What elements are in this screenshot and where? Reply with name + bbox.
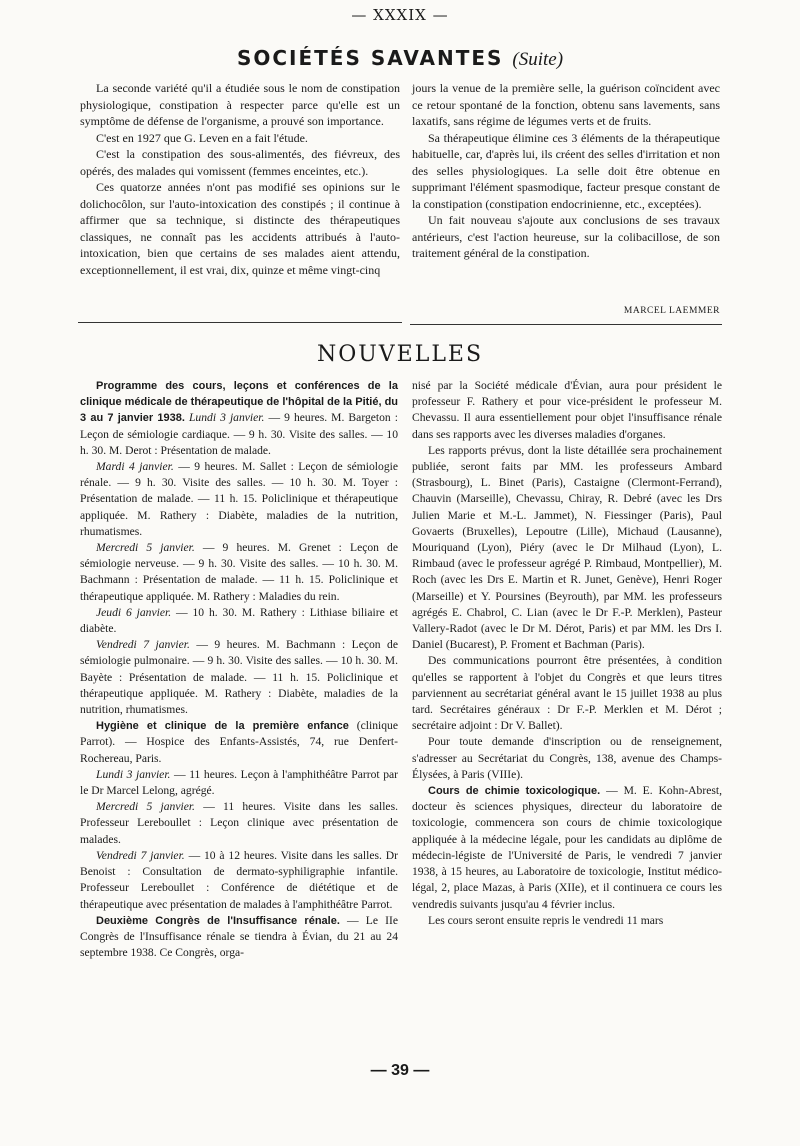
nouvelles-title: NOUVELLES	[316, 342, 484, 367]
hygiene-heading: Hygiène et clinique de la première enfance	[96, 720, 349, 733]
day-label: Lundi 3 janvier.	[96, 767, 171, 781]
day-text: — 9 heures. M. Sallet : Leçon de sémiologie rénale. — 9 h. 30. Visite des salles. — 10 h. 30. M. Toyer : Présentation de malade. — 11 h. 15. Policlinique et thérapeutique appliquée. M. Rathery : Diabète, maladies de la nutrition, rhumatismes.	[80, 460, 398, 538]
chimie-text: — M. E. Kohn-Abrest, docteur ès sciences physiques, directeur du laboratoire de toxicologie, commencera son cours de chimie toxicologique appliquée à la médecine légale, pour les candidats au diplôme de médecin-légiste de l'Université de Paris, le vendredi 7 janvier 1938, à 15 heures, au Laboratoire de toxicologie, Institut médico-légal, 2, place Mazas, à Paris (XIIe), et il continuera ce cours les vendredis suivants jusqu'au 4 février inclus.	[412, 784, 722, 911]
paragraph: Ces quatorze années n'ont pas modifié ses opinions sur le dolichocôlon, sur l'auto-intoxication des constipés ; il continue à affirmer que sa technique, si distincte des thérapeutiques classiques, ne connaît pas les accidents attribués à l'auto-intoxication, bien que certains de ses malades aient attendu, exceptionnellement, il est vrai, dix, quinze et même vingt-cinq	[80, 180, 400, 277]
chimie-heading: Cours de chimie toxicologique.	[428, 785, 601, 798]
day-label: Vendredi 7 janvier.	[96, 848, 185, 862]
day-text: — 11 heures. Visite dans les salles. Professeur Lereboullet : Leçon clinique avec présentation de malades.	[80, 800, 398, 846]
hygiene-text: (clinique Parrot). — Hospice des Enfants-Assistés, 74, rue Denfert-Rochereau, Paris.	[80, 719, 398, 765]
programme-item	[80, 378, 398, 459]
programme-item	[80, 637, 398, 718]
roman-page-number: — XXXIX —	[351, 6, 449, 24]
section-title-text: SOCIÉTÉS SAVANTES	[236, 46, 504, 70]
nouvelles-right-column	[412, 378, 722, 929]
programme-item	[80, 459, 398, 540]
day-label: Mercredi 5 janvier.	[96, 800, 195, 814]
paragraph: Pour toute demande d'inscription ou de renseignement, s'adresser au Secrétariat du Congrès, 138, avenue des Champs-Élysées, à Paris (VIIIe).	[412, 735, 722, 781]
paragraph: Les cours seront ensuite repris le vendredi 11 mars	[428, 913, 664, 927]
chimie-item	[412, 783, 722, 913]
societes-right-column	[412, 80, 720, 262]
paragraph: jours la venue de la première selle, la guérison coïncident avec ce retour spontané de la fonction, obtenu sans lavements, sans laxatifs, sans régime de légumes verts et de fruits.	[412, 81, 720, 128]
paragraph: nisé par la Société médicale d'Évian, aura pour président le professeur F. Rathery et pour vice-président le professeur M. Chevassu. Il aura essentiellement pour objet l'insuffisance rénale dans ses rapports avec les diverses maladies d'organes.	[412, 379, 722, 441]
day-text: — 9 heures. M. Bachmann : Leçon de sémiologie pulmonaire. — 9 h. 30. Visite des salles. — 10 h. 30. M. Bayète : Présentation de malade. — 11 h. 15. Policlinique et thérapeutique appliquée. M. Rathery : Diabète, maladies de la nutrition, rhumatismes.	[80, 638, 398, 717]
day-label: Mercredi 5 janvier.	[96, 541, 195, 555]
day-text: — 10 h. 30. M. Rathery : Lithiase biliaire et diabète.	[80, 605, 398, 636]
paragraph: Un fait nouveau s'ajoute aux conclusions de ses travaux antérieurs, c'est l'action heureuse, sur la colibacillose, de son traitement général de la constipation.	[412, 213, 720, 260]
day-label: Vendredi 7 janvier.	[96, 638, 190, 652]
congres-heading: Deuxième Congrès de l'Insuffisance rénale.	[96, 914, 340, 927]
hygiene-day	[80, 767, 398, 799]
day-label: Lundi 3 janvier.	[188, 411, 265, 425]
societes-left-column	[80, 80, 400, 278]
author-signature: MARCEL LAEMMER	[623, 306, 720, 316]
day-text: — 9 heures. M. Grenet : Leçon de sémiologie nerveuse. — 9 h. 30. Visite des salles. — 10 h. 30. M. Bachmann : Présentation de malade. — 11 h. 15. Policlinique et thérapeutique appliquée. M. Rathery : Maladies du rein.	[80, 541, 398, 603]
nouvelles-left-column	[80, 378, 398, 961]
section-suffix: (Suite)	[512, 49, 564, 70]
paragraph: Des communications pourront être présentées, à condition qu'elles se rapportent à l'objet du Congrès et que leurs titres parviennent au secrétariat général avant le 15 juillet 1938 au plus tard. Secrétaires généraux : Dr F.-P. Merklen et M. Dérot ; secrétaire adjoint : Dr V. Ballet).	[412, 654, 722, 733]
programme-item	[80, 540, 398, 605]
paragraph: Sa thérapeutique élimine ces 3 éléments de la thérapeutique habituelle, car, d'après lui, ils créent des selles d'irritation et non des selles physiologiques. La selle doit être obtenue en supprimant l'élément spasmodique, facteur presque constant de la constipation (constipation endocrinienne, etc., exceptées).	[412, 130, 720, 211]
divider	[78, 322, 402, 323]
day-text: — 11 heures. Leçon à l'amphithéâtre Parrot par le Dr Marcel Lelong, agrégé.	[80, 767, 399, 798]
page-number: — 39 —	[370, 1062, 430, 1079]
day-text: — 9 heures. M. Bargeton : Leçon de sémiologie cardiaque. — 9 h. 30. Visite des salles. — 10 h. 30. M. Derot : Présentation de malade.	[80, 411, 398, 457]
section-title	[0, 46, 800, 71]
congres-item	[80, 913, 398, 962]
programme-heading: Programme des cours, leçons et conférences de la clinique médicale de thérapeutique de l'hôpital de la Pitié, du 3 au 7 janvier 1938.	[80, 380, 399, 425]
hygiene-item	[80, 718, 398, 767]
programme-item	[80, 605, 398, 637]
hygiene-day	[80, 799, 398, 848]
paragraph: La seconde variété qu'il a étudiée sous le nom de constipation physiologique, constipation à respecter parce qu'elle est un symptôme de défense de l'organisme, a prouvé son importance.	[80, 81, 400, 128]
paragraph: Les rapports prévus, dont la liste détaillée sera prochainement publiée, seront faits par MM. les professeurs Ambard (Strasbourg), L. Binet (Paris), Castaigne (Clermont-Ferrand), Chauvin (Marseille), Chevassu, Chiray, R. Debré (avec les Drs Julien Marie et M.-L. Jammet), N. Fiessinger (Paris), Paul Govaerts (Bruxelles), Lepoutre (Lille), Michaud (Lausanne), Mouriquand (Lyon), Piéry (avec le Dr Milhaud (Lyon), L. Rimbaud (avec le professeur agrégé P. Rimbaud, Montpellier), M. Roch (avec les Drs E. Martin et R. Junet, Genève), Henri Roger (Marseille) et Y. Poursines (Beyrouth), par MM. les professeurs agrégés E. Chabrol, C. Lian (avec le Dr F.-P. Merklen), Pasteur Vallery-Radot (avec le Dr M. Dérot, Paris) et par MM. les Drs I. Daniel (Bucarest), P. Froment et Bachman (Paris).	[412, 443, 722, 652]
hygiene-day	[80, 848, 398, 913]
day-label: Jeudi 6 janvier.	[96, 605, 172, 619]
day-text: — 10 à 12 heures. Visite dans les salles. Dr Benoist : Consultation de dermato-syphiligraphie infantile. Professeur Lereboullet : Conférence de diététique et de thérapeutique avec présentation de malades à l'amphithéâtre Parrot.	[80, 848, 399, 911]
day-label: Mardi 4 janvier.	[96, 460, 174, 474]
congres-text: — Le IIe Congrès de l'Insuffisance rénale se tiendra à Évian, du 21 au 24 septembre 1938. Ce Congrès, orga-	[80, 913, 398, 960]
paragraph: C'est la constipation des sous-alimentés, des fiévreux, des opérés, des malades qui vomissent (femmes enceintes, etc.).	[80, 147, 400, 178]
paragraph: C'est en 1927 que G. Leven en a fait l'étude.	[96, 130, 308, 145]
divider	[410, 324, 722, 325]
